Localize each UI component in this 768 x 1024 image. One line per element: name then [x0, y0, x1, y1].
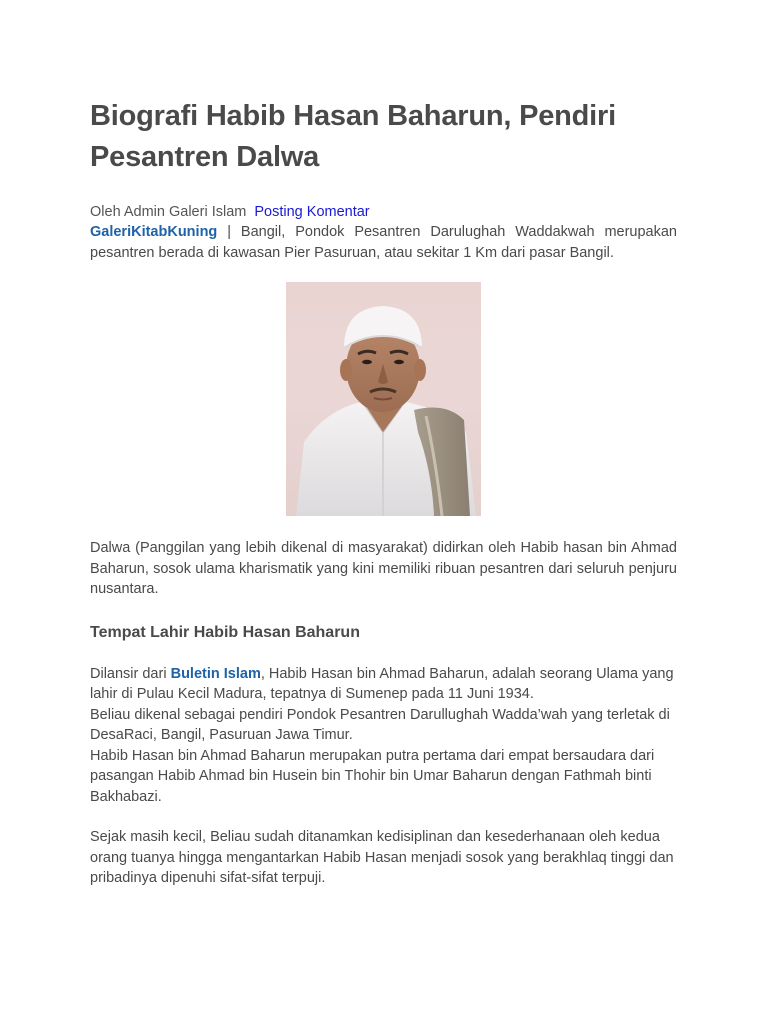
byline-row	[90, 202, 677, 222]
intro-text: | Bangil, Pondok Pesantren Darulughah Waddakwah merupakan pesantren berada di kawasan Pier Pasuruan, atau sekitar 1 Km dari pasar Bangil.	[90, 224, 677, 261]
portrait-photo	[286, 282, 481, 516]
article-title: Biografi Habib Hasan Baharun, Pendiri Pesantren Dalwa	[90, 100, 616, 173]
section-heading: Tempat Lahir Habib Hasan Baharun	[90, 623, 360, 641]
paragraph-source	[90, 664, 677, 705]
author-byline: Oleh Admin Galeri Islam	[90, 204, 247, 220]
portrait-illustration	[286, 282, 481, 516]
buletin-islam-link[interactable]: Buletin Islam	[170, 665, 261, 682]
source-prefix: Dilansir dari	[90, 665, 171, 682]
paragraph-gap	[90, 807, 677, 827]
photo-container	[90, 282, 677, 516]
intro-paragraph	[90, 222, 677, 263]
paragraph-family: Habib Hasan bin Ahmad Baharun merupakan putra pertama dari empat bersaudara dari pasangan Habib Ahmad bin Husein bin Thohir bin Umar Baharun dengan Fathmah binti Bakhabazi.	[90, 747, 655, 805]
post-comment-link[interactable]: Posting Komentar	[254, 204, 370, 220]
source-text: , Habib Hasan bin Ahmad Baharun, adalah seorang Ulama yang lahir di Pulau Kecil Madura, tepatnya di Sumenep pada 11 Juni 1934.	[90, 665, 674, 702]
paragraph-founder: Beliau dikenal sebagai pendiri Pondok Pesantren Darullughah Wadda’wah yang terletak di DesaRaci, Bangil, Pasuruan Jawa Timur.	[90, 706, 670, 743]
paragraph-childhood: Sejak masih kecil, Beliau sudah ditanamkan kedisiplinan dan kesederhanaan oleh kedua orang tuanya hingga mengantarkan Habib Hasan menjadi sosok yang berakhlaq tinggi dan pribadinya dipenuhi sifat-sifat terpuji.	[90, 829, 674, 886]
article	[90, 96, 677, 889]
paragraph-dalwa: Dalwa (Panggilan yang lebih dikenal di masyarakat) didirkan oleh Habib hasan bin Ahmad Baharun, sosok ulama kharismatik yang kini memiliki ribuan pesantren dari seluruh penjuru nusantara.	[90, 540, 677, 597]
brand-link[interactable]: GaleriKitabKuning	[90, 224, 218, 240]
